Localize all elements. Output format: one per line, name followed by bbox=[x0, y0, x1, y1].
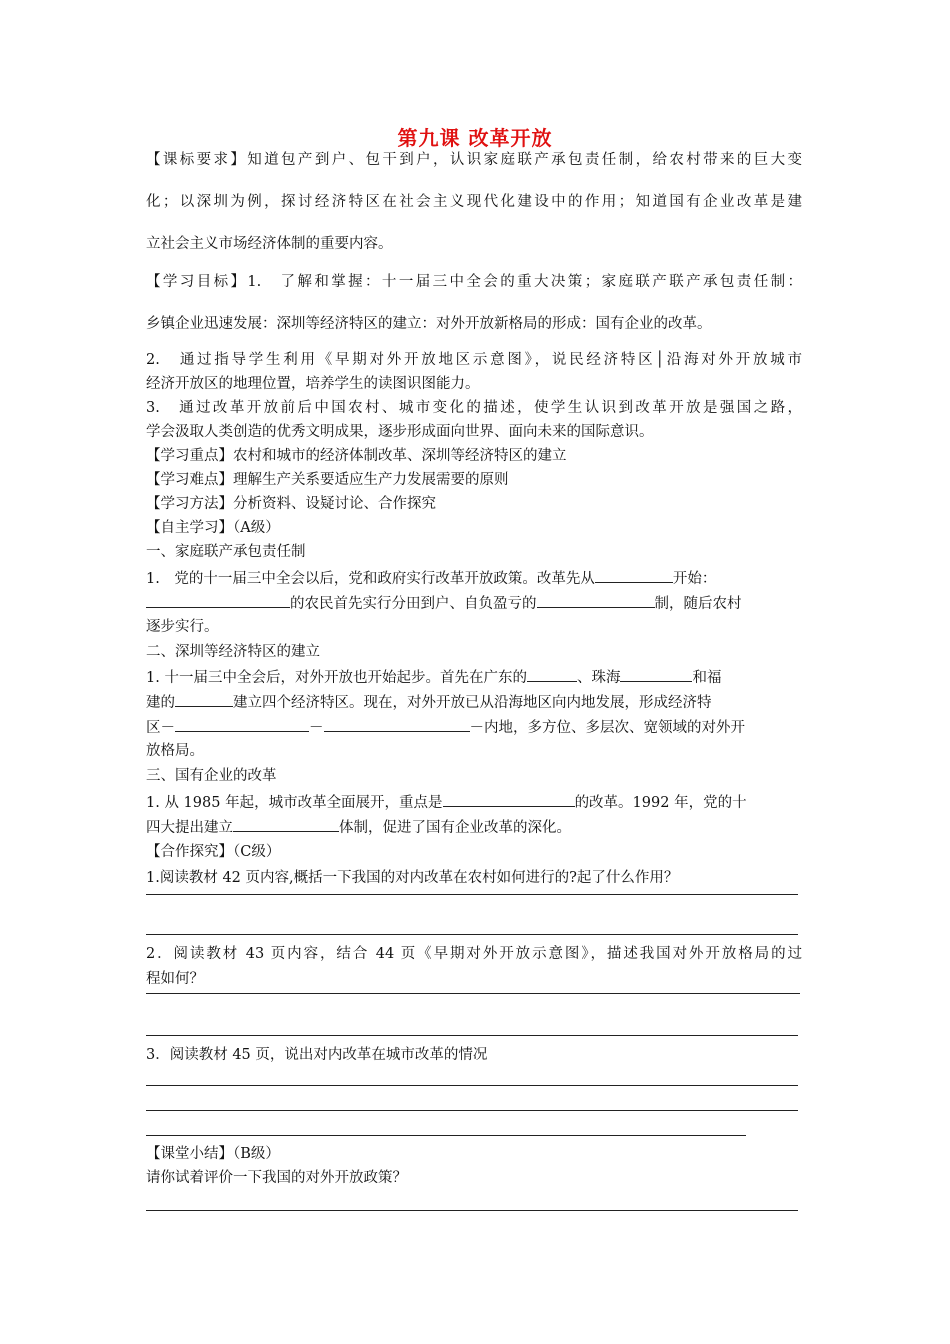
worksheet-page: 第九课 改革开放 【课标要求】知道包产到户、包干到户，认识家庭联产承包责任制，给农村带来的巨大变 化；以深圳为例，探讨经济特区在社会主义现代化建设中的作用；知道国有企业改革是建 立社会主义市场经济体制的重要内容。 【学习目标】1. 了解和掌握：十一届三中全会的重大决策；家庭联产联产承包责任制： 乡镇企业迅速发展：深圳等经济特区的建立：对外开放新格局的形成：国有企业的改革。 2. 通过指导学生利用《早期对外开放地区示意图》，说民经济特区│沿海对外开放城市 经济开放区的地理位置，培养学生的读图识图能力。 3. 通过改革开放前后中国农村、城市变化的描述，使学生认识到改革开放是强国之路， 学会汲取人类创造的优秀文明成果，逐步形成面向世界、面向未来的国际意识。 【学习重点】农村和城市的经济体制改革、深圳等经济特区的建立 【学习难点】理解生产关系要适应生产力发展需要的原则 【学习方法】分析资料、设疑讨论、合作探究 【自主学习】（A级） 一、家庭联产承包责任制 1. 党的十一届三中全会以后，党和政府实行改革开放政策。改革先从 开始： 的农民首先实行分田到户、自负盈亏的 制，随后农村 逐步实行。 二、深圳等经济特区的建立 1. 十一届三中全会后，对外开放也开始起步。首先在广东的 、珠海 和福 建的 建立四个经济特区。现在，对外开放已从沿海地区向内地发展，形成经济特 区－ － －内地，多方位、多层次、宽领域的对外开 放格局。 三、国有企业的改革 1. 从 1985 年起，城市改革全面展开，重点是 的改革。1992 年，党的十 四大提出建立 体制，促进了国有企业改革的深化。 【合作探究】（C级） 1.阅读教材 42 页内容,概括一下我国的对内改革在农村如何进行的?起了什么作用？ 2．阅读教材 43 页内容，结合 44 页《早期对外开放示意图》，描述我国对外开放格局的过 程如何？ 3．阅读教材 45 页，说出对内改革在城市改革的情况 【课堂小结】（B级） 请你试着评价一下我国的对外开放政策？ bbox=[0, 0, 950, 1344]
key-points: 【学习重点】农村和城市的经济体制改革、深圳等经济特区的建立 bbox=[146, 448, 567, 464]
standards-line-2: 化；以深圳为例，探讨经济特区在社会主义现代化建设中的作用；知道国有企业改革是建 bbox=[146, 194, 802, 210]
answer-line[interactable] bbox=[146, 1135, 746, 1136]
standards-line-1: 【课标要求】知道包产到户、包干到户，认识家庭联产承包责任制，给农村带来的巨大变 bbox=[146, 152, 802, 168]
answer-blank[interactable] bbox=[175, 716, 309, 732]
objective-2-line-1: 2. 通过指导学生利用《早期对外开放地区示意图》，说民经济特区│沿海对外开放城市 bbox=[146, 352, 802, 368]
answer-blank[interactable] bbox=[537, 592, 655, 608]
objective-2-line-2: 经济开放区的地理位置，培养学生的读图识图能力。 bbox=[146, 376, 480, 392]
answer-line[interactable] bbox=[146, 993, 800, 994]
answer-blank[interactable] bbox=[233, 816, 339, 832]
standards-line-3: 立社会主义市场经济体制的重要内容。 bbox=[146, 236, 393, 252]
answer-line[interactable] bbox=[146, 934, 798, 935]
difficulties: 【学习难点】理解生产关系要适应生产力发展需要的原则 bbox=[146, 472, 509, 488]
cooperative-question-2-line-1: 2．阅读教材 43 页内容，结合 44 页《早期对外开放示意图》，描述我国对外开放格局的过 bbox=[146, 946, 802, 962]
answer-blank[interactable] bbox=[175, 691, 233, 707]
standards-section bbox=[146, 150, 802, 170]
question-1-1: 1. 党的十一届三中全会以后，党和政府实行改革开放政策。改革先从 开始： bbox=[146, 567, 716, 589]
answer-blank[interactable] bbox=[443, 791, 575, 807]
answer-blank[interactable] bbox=[620, 666, 692, 682]
question-3-1: 1. 从 1985 年起，城市改革全面展开，重点是 的改革。1992 年，党的十 bbox=[146, 791, 747, 813]
summary-heading: 【课堂小结】（B级） bbox=[146, 1146, 280, 1162]
objective-3-line-2: 学会汲取人类创造的优秀文明成果，逐步形成面向世界、面向未来的国际意识。 bbox=[146, 424, 654, 440]
answer-blank[interactable] bbox=[595, 567, 673, 583]
cooperative-question-1: 1.阅读教材 42 页内容,概括一下我国的对内改革在农村如何进行的?起了什么作用？ bbox=[146, 870, 679, 886]
summary-question: 请你试着评价一下我国的对外开放政策？ bbox=[146, 1170, 407, 1186]
cooperative-question-3: 3．阅读教材 45 页，说出对内改革在城市改革的情况 bbox=[146, 1047, 488, 1063]
objective-3-line-1: 3. 通过改革开放前后中国农村、城市变化的描述，使学生认识到改革开放是强国之路， bbox=[146, 400, 802, 416]
page-title: 第九课 改革开放 bbox=[397, 126, 553, 150]
question-2-1: 1. 十一届三中全会后，对外开放也开始起步。首先在广东的 、珠海 和福 bbox=[146, 666, 721, 688]
answer-blank[interactable] bbox=[146, 592, 290, 608]
answer-blank[interactable] bbox=[527, 666, 577, 682]
answer-blank[interactable] bbox=[324, 716, 470, 732]
section-2-heading: 二、深圳等经济特区的建立 bbox=[146, 644, 320, 660]
methods: 【学习方法】分析资料、设疑讨论、合作探究 bbox=[146, 496, 436, 512]
section-1-heading: 一、家庭联产承包责任制 bbox=[146, 544, 306, 560]
self-study-heading: 【自主学习】（A级） bbox=[146, 520, 280, 536]
answer-line[interactable] bbox=[146, 1085, 798, 1086]
objectives-line-2: 乡镇企业迅速发展：深圳等经济特区的建立：对外开放新格局的形成：国有企业的改革。 bbox=[146, 316, 712, 332]
cooperative-heading: 【合作探究】（C级） bbox=[146, 844, 281, 860]
answer-line[interactable] bbox=[146, 1035, 798, 1036]
cooperative-question-2-line-2: 程如何？ bbox=[146, 971, 204, 987]
answer-line[interactable] bbox=[146, 894, 798, 895]
section-3-heading: 三、国有企业的改革 bbox=[146, 768, 277, 784]
answer-line[interactable] bbox=[146, 1210, 798, 1211]
objectives-line-1: 【学习目标】1. 了解和掌握：十一届三中全会的重大决策；家庭联产联产承包责任制： bbox=[146, 274, 802, 290]
answer-line[interactable] bbox=[146, 1110, 798, 1111]
